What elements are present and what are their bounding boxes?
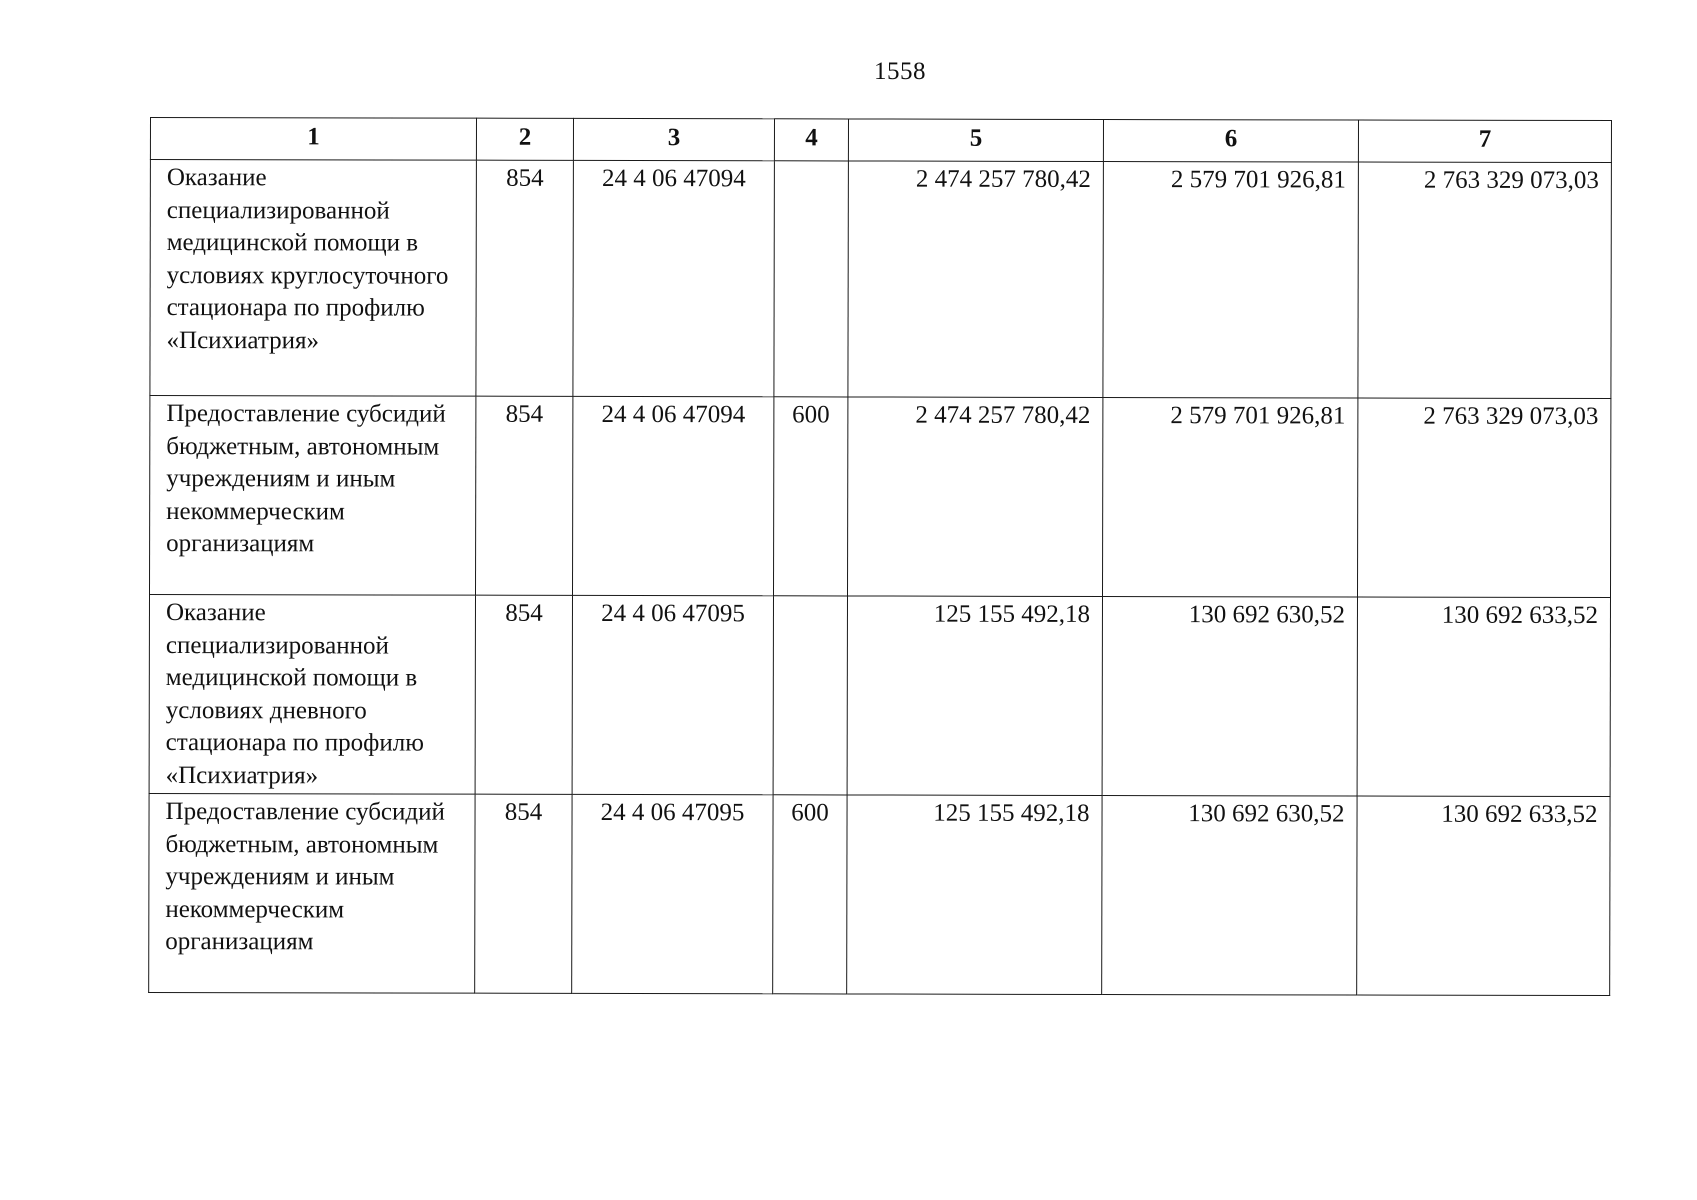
- row-code-cell: 854: [475, 396, 572, 595]
- column-header-6: 6: [1103, 119, 1358, 162]
- column-header-4: 4: [774, 119, 848, 161]
- row-amount-col5-cell: 125 155 492,18: [847, 596, 1102, 796]
- row-expense-type-cell: 600: [773, 397, 847, 596]
- budget-table: [148, 117, 1612, 996]
- row-amount-col6-cell: 2 579 701 926,81: [1102, 397, 1357, 597]
- row-target-article-cell: 24 4 06 47095: [572, 595, 773, 794]
- table-header-row: [150, 118, 1611, 163]
- row-name-cell: Предоставление субсидий бюджетным, автономным учреждениям и иным некоммерческим организациям: [149, 793, 475, 993]
- row-amount-col7-cell: 2 763 329 073,03: [1358, 162, 1611, 399]
- row-expense-type-cell: 600: [773, 795, 847, 994]
- row-target-article-cell: 24 4 06 47094: [572, 396, 773, 595]
- column-header-5: 5: [848, 119, 1103, 162]
- row-amount-col5-cell: 125 155 492,18: [847, 795, 1102, 995]
- row-expense-type-cell: [774, 161, 848, 397]
- row-code-cell: 854: [475, 794, 572, 993]
- row-name-cell: Оказание специализированной медицинской помощи в условиях круглосуточного стационара по профилю «Психиатрия»: [150, 160, 476, 397]
- row-target-article-cell: 24 4 06 47095: [572, 794, 773, 993]
- row-amount-col6-cell: 130 692 630,52: [1102, 795, 1357, 995]
- row-expense-type-cell: [773, 596, 847, 795]
- row-amount-col7-cell: 130 692 633,52: [1357, 796, 1610, 996]
- row-name-cell: Оказание специализированной медицинской помощи в условиях дневного стационара по профилю «Психиатрия»: [149, 595, 475, 795]
- row-amount-col6-cell: 130 692 630,52: [1102, 596, 1357, 796]
- row-amount-col6-cell: 2 579 701 926,81: [1103, 161, 1358, 398]
- page-number: 1558: [874, 58, 926, 85]
- row-amount-col7-cell: 2 763 329 073,03: [1357, 398, 1610, 598]
- row-amount-col5-cell: 2 474 257 780,42: [848, 161, 1103, 398]
- column-header-1: 1: [150, 118, 476, 161]
- table-row: [149, 595, 1610, 797]
- row-target-article-cell: 24 4 06 47094: [573, 160, 774, 396]
- column-header-2: 2: [476, 118, 573, 160]
- row-code-cell: 854: [475, 595, 572, 794]
- row-code-cell: 854: [476, 160, 573, 396]
- table-row: [149, 793, 1610, 995]
- row-amount-col7-cell: 130 692 633,52: [1357, 597, 1610, 797]
- table-row: [150, 160, 1611, 399]
- column-header-7: 7: [1358, 120, 1611, 163]
- table-row: [149, 396, 1610, 598]
- column-header-3: 3: [573, 118, 774, 160]
- row-amount-col5-cell: 2 474 257 780,42: [847, 397, 1102, 597]
- row-name-cell: Предоставление субсидий бюджетным, автономным учреждениям и иным некоммерческим организациям: [149, 396, 475, 596]
